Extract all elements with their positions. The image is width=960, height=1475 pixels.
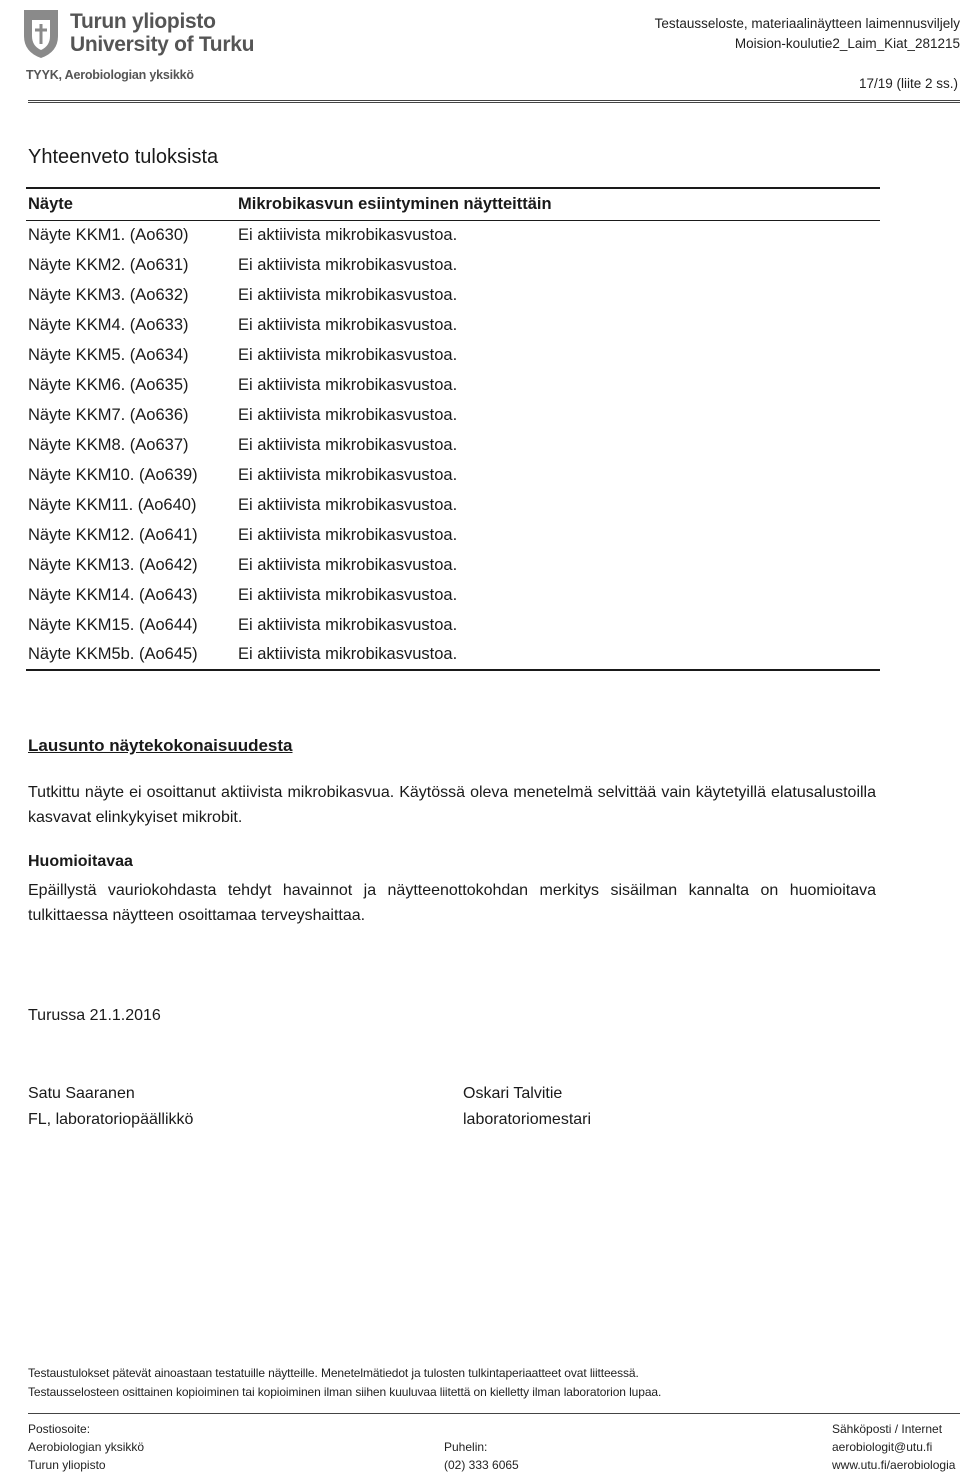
postal-label: Postiosoite: xyxy=(28,1422,91,1436)
result-cell: Ei aktiivista mikrobikasvustoa. xyxy=(238,495,458,514)
sample-cell: Näyte KKM4. (Ao633) xyxy=(28,315,189,334)
sample-cell: Näyte KKM13. (Ao642) xyxy=(28,555,198,574)
table-row xyxy=(26,340,880,370)
result-cell: Ei aktiivista mikrobikasvustoa. xyxy=(238,405,458,424)
signature-block-1 xyxy=(28,1081,193,1133)
result-cell: Ei aktiivista mikrobikasvustoa. xyxy=(238,225,458,244)
note-text: Epäillystä vauriokohdasta tehdyt havainnot ja näytteenottokohdan merkitys sisäilman kannalta on huomioitava tulkittaessa näytteen osoittamaa terveyshaittaa. xyxy=(28,882,876,924)
column-header-sample: Näyte xyxy=(26,188,236,220)
result-cell: Ei aktiivista mikrobikasvustoa. xyxy=(238,465,458,484)
sample-cell: Näyte KKM3. (Ao632) xyxy=(28,285,189,304)
sample-cell: Näyte KKM6. (Ao635) xyxy=(28,375,189,394)
column-header-growth: Mikrobikasvun esiintyminen näytteittäin xyxy=(236,188,880,220)
table-row xyxy=(26,430,880,460)
document-file-id: Moision-koulutie2_Laim_Kiat_281215 xyxy=(734,36,960,51)
signer-name: Oskari Talvitie xyxy=(463,1085,563,1102)
table-row xyxy=(26,400,880,430)
statement-title: Lausunto näytekokonaisuudesta xyxy=(28,736,293,755)
email-address: aerobiologit@utu.fi xyxy=(832,1440,933,1454)
table-row xyxy=(26,520,880,550)
result-cell: Ei aktiivista mikrobikasvustoa. xyxy=(236,640,880,670)
sample-cell: Näyte KKM11. (Ao640) xyxy=(28,495,197,514)
table-row xyxy=(26,250,880,280)
footer-divider xyxy=(28,1413,960,1414)
result-cell: Ei aktiivista mikrobikasvustoa. xyxy=(238,555,458,574)
results-table xyxy=(26,187,880,671)
footer-phone xyxy=(444,1438,519,1474)
footer-disclaimer xyxy=(28,1364,661,1402)
logo-line-1: Turun yliopisto xyxy=(70,10,216,33)
signer-name: Satu Saaranen xyxy=(28,1085,135,1102)
disclaimer-line: Testausselosteen osittainen kopioiminen tai kopioiminen ilman siihen kuuluvaa liitettä on kielletty ilman laboratorion lupaa. xyxy=(28,1385,662,1399)
table-row xyxy=(26,550,880,580)
result-cell: Ei aktiivista mikrobikasvustoa. xyxy=(238,435,458,454)
result-cell: Ei aktiivista mikrobikasvustoa. xyxy=(238,285,458,304)
logo-department: TYYK, Aerobiologian yksikkö xyxy=(26,68,194,82)
table-row xyxy=(26,280,880,310)
table-row xyxy=(26,610,880,640)
signer-title: laboratoriomestari xyxy=(463,1111,592,1128)
sample-cell: Näyte KKM5. (Ao634) xyxy=(28,345,189,364)
university-seal-icon xyxy=(20,6,62,60)
table-row xyxy=(26,370,880,400)
result-cell: Ei aktiivista mikrobikasvustoa. xyxy=(238,375,458,394)
result-cell: Ei aktiivista mikrobikasvustoa. xyxy=(238,315,458,334)
sample-cell: Näyte KKM8. (Ao637) xyxy=(28,435,189,454)
website: www.utu.fi/aerobiologia xyxy=(832,1458,956,1472)
logo-line-2: University of Turku xyxy=(70,33,255,56)
postal-line: Turun yliopisto xyxy=(28,1458,106,1472)
table-row xyxy=(26,460,880,490)
sample-cell: Näyte KKM12. (Ao641) xyxy=(28,525,198,544)
result-cell: Ei aktiivista mikrobikasvustoa. xyxy=(238,345,458,364)
footer-contact xyxy=(832,1420,955,1474)
result-cell: Ei aktiivista mikrobikasvustoa. xyxy=(238,585,458,604)
footer-postal-address xyxy=(28,1420,144,1474)
summary-title: Yhteenveto tuloksista xyxy=(28,146,219,168)
header-divider xyxy=(28,100,960,103)
table-row xyxy=(26,220,880,250)
table-header-row xyxy=(26,188,880,220)
signature-block-2 xyxy=(463,1081,591,1133)
document-header xyxy=(655,14,960,54)
table-row xyxy=(26,310,880,340)
disclaimer-line: Testaustulokset pätevät ainoastaan testatuille näytteille. Menetelmätiedot ja tulosten tulkintaperiaatteet ovat liitteessä. xyxy=(28,1366,639,1380)
signer-title: FL, laboratoriopäällikkö xyxy=(28,1111,194,1128)
phone-label: Puhelin: xyxy=(444,1440,488,1454)
university-logo xyxy=(20,6,280,82)
result-cell: Ei aktiivista mikrobikasvustoa. xyxy=(238,255,458,274)
note-title: Huomioitavaa xyxy=(28,853,133,870)
sample-cell: Näyte KKM2. (Ao631) xyxy=(28,255,189,274)
result-cell: Ei aktiivista mikrobikasvustoa. xyxy=(238,525,458,544)
sample-cell: Näyte KKM5b. (Ao645) xyxy=(26,640,236,670)
sample-cell: Näyte KKM1. (Ao630) xyxy=(28,225,189,244)
sample-cell: Näyte KKM14. (Ao643) xyxy=(28,585,198,604)
sample-cell: Näyte KKM10. (Ao639) xyxy=(28,465,198,484)
table-row xyxy=(26,640,880,670)
postal-line: Aerobiologian yksikkö xyxy=(28,1440,145,1454)
email-label: Sähköposti / Internet xyxy=(832,1422,943,1436)
sample-cell: Näyte KKM15. (Ao644) xyxy=(28,615,198,634)
statement-text: Tutkittu näyte ei osoittanut aktiivista mikrobikasvua. Käytössä oleva menetelmä selvittää vain käytetyillä elatusalustoilla kasvavat elinkykyiset mikrobit. xyxy=(28,784,876,826)
sample-cell: Näyte KKM7. (Ao636) xyxy=(28,405,189,424)
document-title: Testausseloste, materiaalinäytteen laimennusviljely xyxy=(654,16,960,31)
phone-number: (02) 333 6065 xyxy=(444,1458,519,1472)
result-cell: Ei aktiivista mikrobikasvustoa. xyxy=(238,615,458,634)
table-row xyxy=(26,490,880,520)
table-row xyxy=(26,580,880,610)
logo-wordmark xyxy=(70,10,254,56)
place-and-date: Turussa 21.1.2016 xyxy=(28,1007,161,1024)
page-number: 17/19 (liite 2 ss.) xyxy=(858,76,958,91)
